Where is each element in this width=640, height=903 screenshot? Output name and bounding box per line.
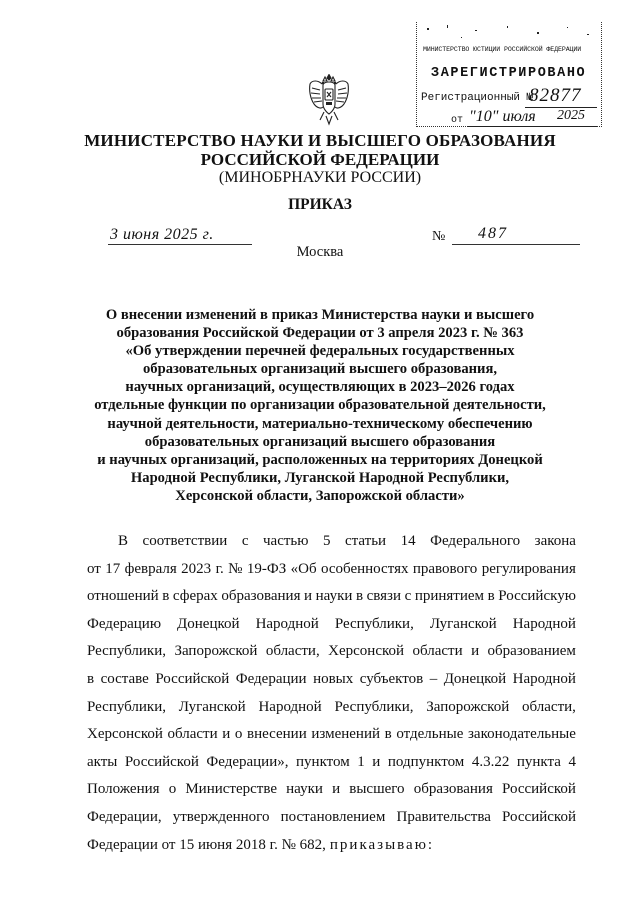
- registration-stamp: [416, 22, 602, 127]
- body-word: науки: [315, 588, 353, 605]
- body-line: [87, 638, 576, 666]
- body-word: связи: [366, 588, 402, 605]
- title-line: Херсонской области, Запорожской области»: [175, 487, 465, 504]
- body-word: и: [372, 753, 381, 770]
- body-word: образования: [221, 588, 301, 605]
- body-word: в: [162, 588, 170, 605]
- body-word: Республики,: [334, 615, 414, 632]
- body-word: Правительства: [396, 808, 491, 825]
- title-line: научных организаций, осуществляющих в 2023–2026 годах: [125, 379, 515, 396]
- document-number-label: №: [432, 229, 446, 244]
- stamp-status: ЗАРЕГИСТРИРОВАНО: [431, 66, 587, 81]
- ministry-name-line-2: РОССИЙСКОЙ ФЕДЕРАЦИИ: [200, 150, 440, 169]
- body-word: принятием: [414, 588, 485, 605]
- body-word: отдельные: [396, 726, 464, 743]
- body-word: Министерстве: [185, 781, 277, 798]
- body-word: и: [304, 588, 313, 605]
- order-verb: приказываю:: [329, 836, 435, 853]
- document-type: ПРИКАЗ: [288, 196, 352, 213]
- body-line-last: [87, 832, 576, 860]
- body-word: 17: [105, 560, 121, 577]
- title-line: образовательных организаций высшего образования,: [142, 361, 498, 378]
- body-line: [87, 776, 576, 804]
- body-word: «Об: [290, 560, 317, 577]
- title-line: отдельные функции по организации образовательной деятельности,: [94, 397, 546, 414]
- body-word: утвержденного: [172, 808, 270, 825]
- body-word: отношений: [87, 588, 159, 605]
- coat-of-arms-icon: [306, 74, 352, 126]
- body-line: [87, 583, 576, 611]
- body-word: с: [241, 533, 249, 549]
- body-word: Донецкой: [443, 670, 507, 687]
- title-line: и научных организаций, расположенных на территориях Донецкой: [97, 451, 543, 468]
- body-word: Донецкой: [177, 615, 240, 632]
- body-word: правового: [412, 560, 478, 577]
- body-word: Республики,: [334, 698, 414, 715]
- body-word: области,: [522, 698, 576, 715]
- body-line: [87, 749, 576, 777]
- body-word: Федерального: [430, 533, 521, 549]
- body-word: Российскую: [498, 588, 576, 605]
- body-word: Положения: [87, 781, 160, 798]
- stamp-date-prefix: от: [451, 115, 464, 126]
- body-word: 2023: [181, 560, 212, 577]
- body-line: [118, 528, 576, 556]
- body-word: Республики,: [87, 698, 166, 715]
- body-word: Федерации,: [87, 808, 162, 825]
- body-word: составе: [100, 670, 149, 687]
- body-word: области: [412, 643, 463, 660]
- body-word: №: [228, 560, 243, 577]
- body-word: постановлением: [280, 808, 386, 825]
- body-word: г.: [215, 560, 224, 577]
- body-word: Федерации»,: [206, 753, 289, 770]
- body-word: Херсонской: [87, 726, 163, 743]
- title-line: «Об утверждении перечней федеральных государственных: [125, 343, 515, 360]
- body-word: образованием: [487, 643, 576, 660]
- document-number: 487: [478, 225, 508, 242]
- body-word: 4.3.22: [471, 753, 510, 770]
- body-word: Запорожской: [426, 698, 510, 715]
- body-word: изменений: [311, 726, 381, 743]
- body-word: субъектов: [359, 670, 424, 687]
- body-word: Федерацию: [87, 615, 162, 632]
- body-word: Херсонской: [328, 643, 405, 660]
- body-word: области,: [265, 643, 320, 660]
- title-line: образования Российской Федерации от 3 апреля 2023 г. № 363: [116, 325, 524, 342]
- body-word: сферах: [172, 588, 218, 605]
- body-word: в: [355, 588, 364, 605]
- title-line: научной деятельности, материально-техническому обеспечению: [107, 415, 533, 432]
- body-word: в: [487, 588, 495, 605]
- body-word: о: [234, 726, 243, 743]
- body-word: Запорожской: [174, 643, 258, 660]
- body-line: [87, 556, 576, 584]
- title-line: Народной Республики, Луганской Народной Республики,: [130, 469, 510, 486]
- body-line: [87, 804, 576, 832]
- body-word: пункта: [516, 753, 561, 770]
- body-word: частью: [263, 533, 309, 549]
- document-city: Москва: [296, 244, 344, 260]
- ministry-short-name: (МИНОБРНАУКИ РОССИИ): [218, 169, 422, 186]
- body-word: Луганской: [178, 698, 246, 715]
- body-word: и: [471, 643, 480, 660]
- body-word: внесении: [247, 726, 307, 743]
- stamp-registration-number: 82877: [529, 85, 582, 106]
- body-word: февраля: [124, 560, 177, 577]
- body-word: в: [384, 726, 392, 743]
- body-word: –: [429, 670, 438, 687]
- document-body: [87, 528, 576, 859]
- body-word: особенностях: [321, 560, 409, 577]
- body-line: [87, 611, 576, 639]
- body-line: [87, 721, 576, 749]
- body-line: [87, 666, 576, 694]
- body-word: Народной: [512, 670, 576, 687]
- body-word: Российской: [155, 670, 230, 687]
- body-last-line-text: Федерации от 15 июня 2018 г. № 682,: [87, 836, 326, 853]
- body-word: и: [222, 726, 231, 743]
- stamp-organization: МИНИСТЕРСТВО ЮСТИЦИИ РОССИЙСКОЙ ФЕДЕРАЦИИ: [423, 46, 582, 53]
- body-word: в: [87, 670, 95, 687]
- body-word: акты: [87, 753, 118, 770]
- body-word: области: [167, 726, 218, 743]
- body-word: с: [404, 588, 412, 605]
- body-word: пунктом: [296, 753, 350, 770]
- body-line: [87, 694, 576, 722]
- body-word: 1: [357, 753, 365, 770]
- body-word: высшего: [349, 781, 405, 798]
- body-word: Народной: [255, 615, 319, 632]
- stamp-date: "10" июля: [469, 108, 536, 125]
- body-word: регулирования: [481, 560, 576, 577]
- body-word: соответствии: [142, 533, 228, 549]
- title-line: О внесении изменений в приказ Министерства науки и высшего: [105, 307, 535, 323]
- body-word: Народной: [258, 698, 322, 715]
- body-word: статьи: [345, 533, 387, 549]
- stamp-year: 2025: [557, 108, 585, 123]
- body-word: 5: [322, 533, 331, 549]
- body-word: законодательные: [468, 726, 576, 743]
- body-word: подпунктом: [387, 753, 465, 770]
- body-word: науки: [286, 781, 323, 798]
- body-word: о: [168, 781, 177, 798]
- ministry-name-line-1: МИНИСТЕРСТВО НАУКИ И ВЫСШЕГО ОБРАЗОВАНИЯ: [84, 131, 556, 150]
- body-word: новых: [313, 670, 354, 687]
- body-word: Российской: [502, 808, 576, 825]
- document-title: [0, 306, 640, 505]
- document-date: 3 июня 2025 г.: [110, 226, 214, 243]
- body-word: Российской: [502, 781, 576, 798]
- body-word: от: [87, 560, 101, 577]
- body-word: 14: [400, 533, 416, 549]
- body-word: В: [118, 533, 129, 549]
- body-word: Федерации: [235, 670, 307, 687]
- body-word: 19-ФЗ: [246, 560, 287, 577]
- body-word: и: [332, 781, 341, 798]
- body-word: Луганской: [429, 615, 497, 632]
- body-word: 4: [568, 753, 576, 770]
- body-word: закона: [534, 533, 576, 549]
- body-word: Республики,: [87, 643, 166, 660]
- body-word: Народной: [512, 615, 576, 632]
- title-line: образовательных организаций высшего образования: [144, 433, 496, 450]
- stamp-number-label: Регистрационный №: [421, 92, 534, 104]
- body-word: Российской: [124, 753, 199, 770]
- body-word: образования: [413, 781, 493, 798]
